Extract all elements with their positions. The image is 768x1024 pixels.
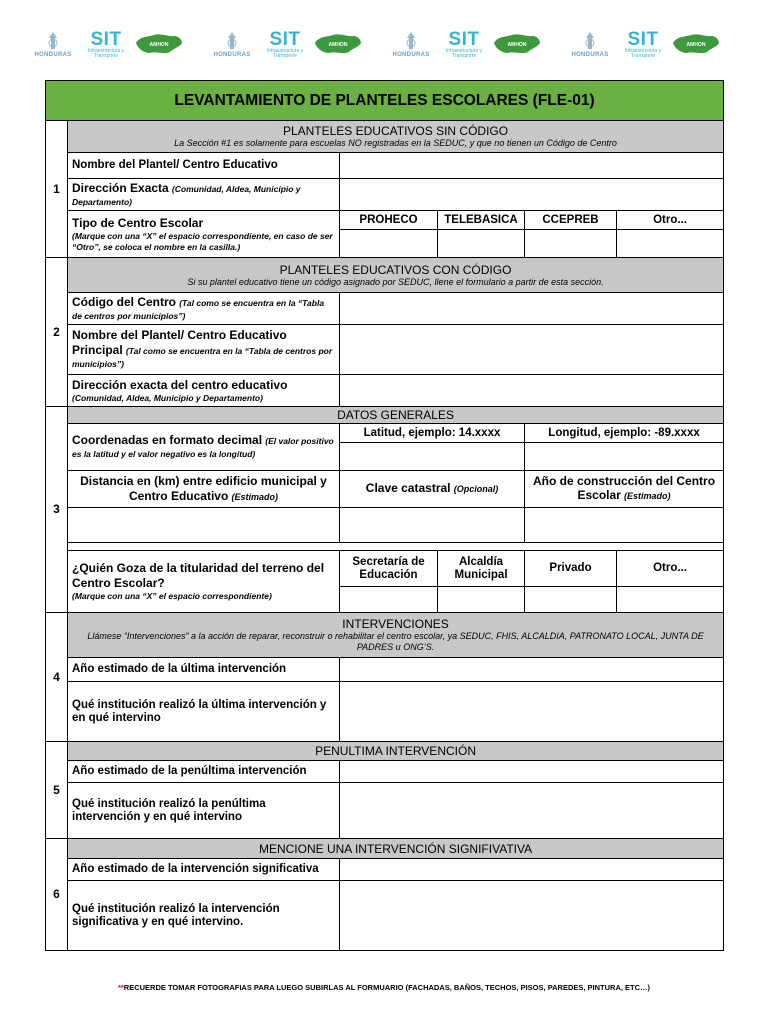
- amhon-logo: [671, 31, 721, 57]
- honduras-logo: HONDURAS: [207, 31, 257, 58]
- proheco-check-cell[interactable]: [340, 230, 438, 258]
- option-label: CCEPREB: [525, 211, 617, 230]
- svg-text:AMHON: AMHON: [507, 42, 527, 48]
- option-label: TELEBASICA: [438, 211, 525, 230]
- logo-group: [28, 30, 207, 59]
- section-header: [68, 407, 724, 424]
- spacer-row: [68, 543, 724, 551]
- section-header: [68, 742, 724, 761]
- clave-catastral-input[interactable]: [340, 508, 525, 543]
- option-label: Privado: [525, 551, 617, 587]
- privado-check-cell[interactable]: [525, 587, 617, 613]
- anio-construccion-label: Año de construcción del Centro Escolar (Estimado): [525, 471, 724, 508]
- sit-logo: SIT Infraestructura y Transporte: [266, 28, 304, 59]
- otro-titular-input[interactable]: [617, 587, 724, 613]
- honduras-logo: HONDURAS: [386, 31, 436, 58]
- section-header: [68, 839, 724, 859]
- logo-strip: [28, 24, 744, 64]
- otro-tipo-input[interactable]: [617, 230, 724, 258]
- amhon-logo: [134, 31, 184, 57]
- section-number: 1: [46, 121, 68, 258]
- field-label: Coordenadas en formato decimal (El valor positivo es la latitud y el valor negativo es la longitud): [68, 424, 340, 471]
- field-label: Año estimado de la penúltima intervención: [68, 761, 340, 783]
- form-title: LEVANTAMIENTO DE PLANTELES ESCOLARES (FLE-01): [46, 81, 724, 121]
- anio-penultima-input[interactable]: [340, 761, 724, 783]
- honduras-emblem-icon: [401, 31, 421, 51]
- section-title: DATOS GENERALES: [337, 408, 454, 422]
- latitud-input[interactable]: [340, 443, 525, 471]
- latitud-label: Latitud, ejemplo: 14.xxxx: [340, 424, 525, 443]
- field-label: Código del Centro (Tal como se encuentra en la “Tabla de centros por municipios”): [68, 293, 340, 325]
- amhon-logo: [313, 31, 363, 57]
- section-title: PLANTELES EDUCATIVOS SIN CÓDIGO: [282, 124, 509, 138]
- option-label: Otro...: [617, 551, 724, 587]
- footer-reminder: [0, 983, 768, 992]
- section-header: [68, 258, 724, 293]
- anio-ultima-input[interactable]: [340, 658, 724, 682]
- field-label: Año estimado de la intervención significativa: [68, 859, 340, 881]
- footer-stars: **: [117, 983, 124, 992]
- honduras-logo: HONDURAS: [565, 31, 615, 58]
- ccepreb-check-cell[interactable]: [525, 230, 617, 258]
- section-header: [68, 121, 724, 153]
- nombre-plantel-input[interactable]: [340, 153, 724, 179]
- field-label: Nombre del Plantel/ Centro Educativo Principal (Tal como se encuentra en la “Tabla de centros por municipios”): [68, 325, 340, 375]
- section-number: 2: [46, 258, 68, 407]
- honduras-logo: HONDURAS: [28, 31, 78, 58]
- sit-logo: SIT Infraestructura y Transporte: [624, 28, 662, 59]
- section-note: Llámese “Intervenciones” a la acción de reparar, reconstruir o rehabilitar el centro escolar, ya SEDUC, FHIS, ALCALDIA, PATRONATO LOCAL, JUNTA DE PADRES u ONG’S.: [87, 631, 704, 652]
- svg-text:AMHON: AMHON: [686, 42, 706, 48]
- longitud-input[interactable]: [525, 443, 724, 471]
- clave-label: Clave catastral (Opcional): [340, 471, 525, 508]
- direccion-centro-input[interactable]: [340, 375, 724, 407]
- option-label: PROHECO: [340, 211, 438, 230]
- option-label: Alcaldía Municipal: [438, 551, 525, 587]
- field-label: Qué institución realizó la última intervención y en qué intervino: [68, 682, 340, 742]
- section-title: MENCIONE UNA INTERVENCIÓN SIGNIFIVATIVA: [258, 841, 533, 856]
- section-number: 6: [46, 839, 68, 951]
- anio-significativa-input[interactable]: [340, 859, 724, 881]
- field-label: ¿Quién Goza de la titularidad del terreno del Centro Escolar? (Marque con una “X” el espacio correspondiente): [68, 551, 340, 613]
- amhon-logo: [492, 31, 542, 57]
- section-note: Si su plantel educativo tiene un código asignado por SEDUC, llene el formulario a partir de esta sección.: [187, 276, 604, 287]
- honduras-emblem-icon: [43, 31, 63, 51]
- logo-group: [565, 30, 744, 59]
- direccion-exacta-input[interactable]: [340, 179, 724, 211]
- distancia-label: Distancia en (km) entre edificio municipal y Centro Educativo (Estimado): [68, 471, 340, 508]
- field-label: Qué institución realizó la intervención significativa y en qué intervino.: [68, 881, 340, 951]
- section-number: 5: [46, 742, 68, 839]
- seduc-check-cell[interactable]: [340, 587, 438, 613]
- section-title: PLANTELES EDUCATIVOS CON CÓDIGO: [279, 262, 512, 277]
- codigo-centro-input[interactable]: [340, 293, 724, 325]
- section-number: 4: [46, 613, 68, 742]
- sit-logo: SIT Infraestructura y Transporte: [445, 28, 483, 59]
- logo-group: [386, 30, 565, 59]
- section-header: [68, 613, 724, 658]
- section-title: PENULTIMA INTERVENCIÓN: [315, 744, 476, 758]
- honduras-emblem-icon: [222, 31, 242, 51]
- section-number: 3: [46, 407, 68, 613]
- field-label: Nombre del Plantel/ Centro Educativo: [68, 153, 340, 179]
- field-label: Dirección Exacta (Comunidad, Aldea, Municipio y Departamento): [68, 179, 340, 211]
- option-label: Secretaría de Educación: [340, 551, 438, 587]
- alcaldia-check-cell[interactable]: [438, 587, 525, 613]
- sit-logo: SIT Infraestructura y Transporte: [87, 28, 125, 59]
- institucion-ultima-input[interactable]: [340, 682, 724, 742]
- telebasica-check-cell[interactable]: [438, 230, 525, 258]
- nombre-plantel-principal-input[interactable]: [340, 325, 724, 375]
- option-label: Otro...: [617, 211, 724, 230]
- institucion-penultima-input[interactable]: [340, 783, 724, 839]
- logo-group: [207, 30, 386, 59]
- anio-construccion-input[interactable]: [525, 508, 724, 543]
- svg-text:AMHON: AMHON: [149, 42, 169, 48]
- svg-text:AMHON: AMHON: [328, 42, 348, 48]
- footer-text: RECUERDE TOMAR FOTOGRAFIAS PARA LUEGO SUBIRLAS AL FORMUARIO (FACHADAS, BAÑOS, TECHOS, PISOS, PAREDES, PINTURA, ETC…): [123, 983, 651, 992]
- field-label: Qué institución realizó la penúltima intervención y en qué intervino: [68, 783, 340, 839]
- section-title: INTERVENCIONES: [342, 617, 449, 631]
- field-label: Dirección exacta del centro educativo (Comunidad, Aldea, Municipio y Departamento): [68, 375, 340, 407]
- honduras-emblem-icon: [580, 31, 600, 51]
- field-label: Tipo de Centro Escolar (Marque con una “X” el espacio correspondiente, en caso de ser “Otro”, se coloca el nombre en la casilla.): [68, 211, 340, 258]
- section-note: La Sección #1 es solamente para escuelas NO registradas en la SEDUC, y que no tienen un Código de Centro: [174, 138, 617, 148]
- longitud-label: Longitud, ejemplo: -89.xxxx: [525, 424, 724, 443]
- form-table: [45, 80, 724, 951]
- distancia-input[interactable]: [68, 508, 340, 543]
- field-label: Año estimado de la última intervención: [68, 658, 340, 682]
- institucion-significativa-input[interactable]: [340, 881, 724, 951]
